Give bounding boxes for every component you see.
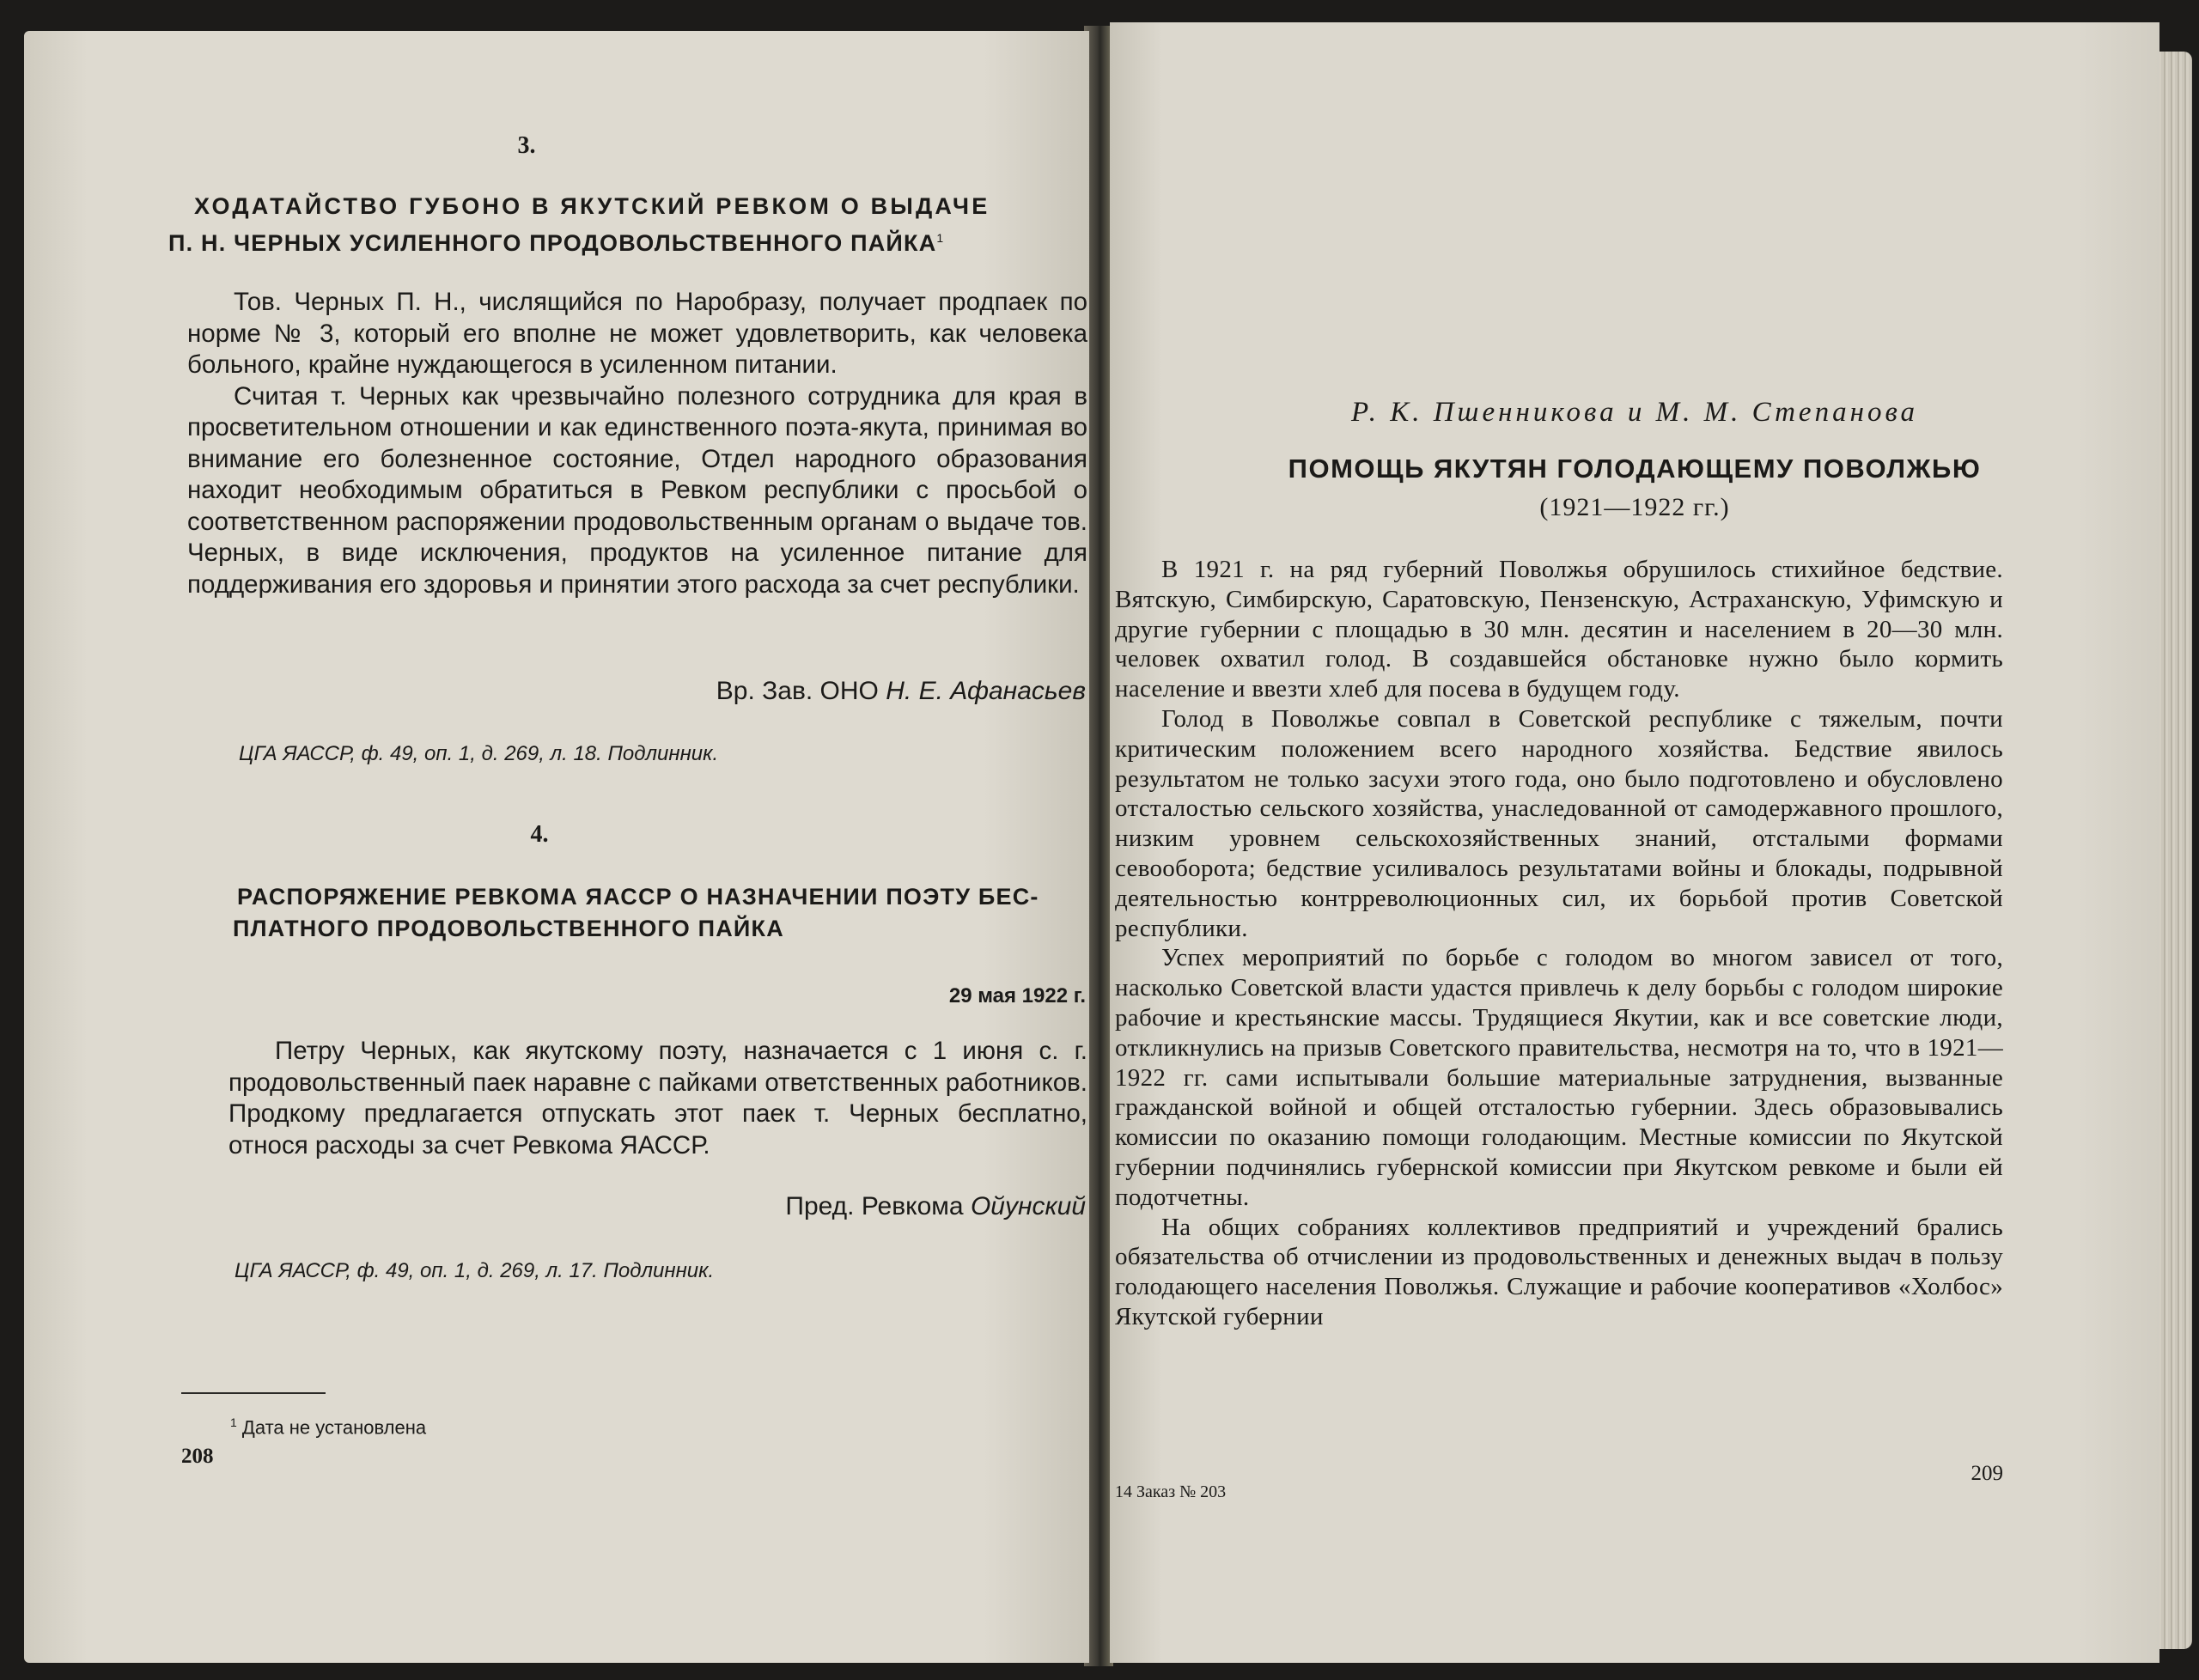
doc3-signature bbox=[24, 677, 1086, 706]
article-paragraph-1: В 1921 г. на ряд губерний Поволжья обрушилось стихийное бедствие. Вятскую, Симбирскую, Саратовскую, Пензенскую, Астраханскую, Уфимскую и другие губернии с площадью в 30 млн. десятин и населением в 20—30 млн. человек охватил голод. В создавшейся обстановке нужно было кормить население и ввезти хлеб для посева в будущем году. bbox=[1115, 556, 2003, 703]
right-page-number: 209 bbox=[1971, 1462, 2003, 1485]
doc3-title bbox=[168, 191, 1089, 259]
doc4-signature bbox=[24, 1192, 1086, 1221]
doc4-signature-name: Ойунский bbox=[970, 1192, 1086, 1220]
print-order-note: 14 Заказ № 203 bbox=[1115, 1482, 1227, 1501]
footnote-text: Дата не установлена bbox=[241, 1416, 427, 1439]
article-subtitle: (1921—1922 гг.) bbox=[1539, 493, 1730, 521]
article-paragraph-2: Голод в Поволжье совпал в Советской республике с тяжелым, почти критическим положением всего народного хозяйства. Бедствие явилось результатом не только засухи этого года, оно было подготовлено и обусловлено отсталостью сельского хозяйства, унаследованной от самодержавного прошлого, низким уровнем сельскохозяйственных знаний, отсталыми формами севооборота; бедствие усиливалось результатами войны и блокады, подрывной деятельностью контрреволюционных сил, их борьбой против Советской республики. bbox=[1115, 704, 2003, 942]
footnote-number: 1 bbox=[230, 1415, 237, 1429]
article-title: ПОМОЩЬ ЯКУТЯН ГОЛОДАЮЩЕМУ ПОВОЛЖЬЮ bbox=[1288, 453, 1982, 484]
doc4-signature-title: Пред. Ревкома bbox=[785, 1192, 964, 1220]
left-page-number: 208 bbox=[181, 1445, 214, 1468]
doc4-archive-ref: ЦГА ЯАССР, ф. 49, оп. 1, д. 269, л. 17. Подлинник. bbox=[235, 1259, 715, 1282]
doc3-paragraph-2: Считая т. Черных как чрезвычайно полезного сотрудника для края в просветительном отношении и как единственного поэта-якута, принимая во внимание его болезненное состояние, Отдел народного образования находит необходимым обратиться в Ревком республики с просьбой о соответственном распоряжении продовольственным органам о выдаче тов. Черных, в виде исключения, продуктов на усиленное питание для поддерживания его здоровья и принятии этого расхода за счет республики. bbox=[187, 381, 1087, 599]
doc3-title-line2-text: П. Н. ЧЕРНЫХ УСИЛЕННОГО ПРОДОВОЛЬСТВЕННОГО ПАЙКА bbox=[168, 230, 937, 256]
doc4-title bbox=[233, 881, 1089, 945]
article-body bbox=[1115, 555, 2003, 1332]
doc3-number: 3. bbox=[517, 132, 536, 159]
footnote bbox=[230, 1415, 746, 1439]
footnote-rule bbox=[181, 1392, 326, 1394]
doc4-body bbox=[228, 1036, 1087, 1161]
doc3-paragraph-1: Тов. Черных П. Н., числящийся по Наробразу, получает продпаек по норме № 3, который его вполне не может удовлетворить, как человека больного, крайне нуждающегося в усиленном питании. bbox=[187, 288, 1087, 379]
doc3-footnote-mark: 1 bbox=[936, 231, 945, 245]
doc3-archive-ref: ЦГА ЯАССР, ф. 49, оп. 1, д. 269, л. 18. Подлинник. bbox=[239, 742, 719, 765]
doc4-title-line1: РАСПОРЯЖЕНИЕ РЕВКОМА ЯАССР О НАЗНАЧЕНИИ ПОЭТУ БЕС- bbox=[237, 884, 1039, 910]
doc3-title-line1: ХОДАТАЙСТВО ГУБОНО В ЯКУТСКИЙ РЕВКОМ О ВЫДАЧЕ bbox=[194, 193, 990, 219]
doc3-signature-title: Вр. Зав. ОНО bbox=[716, 677, 879, 705]
left-page bbox=[24, 31, 1089, 1663]
doc4-title-line2: ПЛАТНОГО ПРОДОВОЛЬСТВЕННОГО ПАЙКА bbox=[233, 916, 784, 941]
doc3-signature-name: Н. Е. Афанасьев bbox=[886, 677, 1086, 705]
doc4-paragraph-1: Петру Черных, как якутскому поэту, назначается с 1 июня с. г. продовольственный паек наравне с пайками ответственных работников. Продкому предлагается отпускать этот паек т. Черных бесплатно, относя расходы за счет Ревкома ЯАССР. bbox=[228, 1037, 1087, 1160]
right-page bbox=[1110, 22, 2159, 1663]
article-paragraph-4: На общих собраниях коллективов предприятий и учреждений брались обязательства об отчислении из продовольственных и денежных выдач в пользу голодающего населения Поволжья. Служащие и рабочие кооперативов «Холбос» Якутской губернии bbox=[1115, 1213, 2003, 1330]
doc3-body bbox=[187, 287, 1087, 600]
article-paragraph-3: Успех мероприятий по борьбе с голодом во многом зависел от того, насколько Советской власти удастся привлечь к делу борьбы с голодом широкие рабочие и крестьянские массы. Трудящиеся Якутии, как и все советские люди, откликнулись на призыв Советского правительства, несмотря на то, что в 1921—1922 гг. сами испытывали большие материальные затруднения, вызванные гражданской войной и общей отсталостью губернии. Здесь образовывались комиссии по оказанию помощи голодающим. Местные комиссии по Якутской губернии подчинялись губернской комиссии при Якутском ревкоме и были ей подотчетны. bbox=[1115, 944, 2003, 1211]
doc3-title-line2 bbox=[168, 222, 1089, 259]
doc4-number: 4. bbox=[530, 821, 549, 848]
article-authors: Р. К. Пшенникова и М. М. Степанова bbox=[1350, 397, 1919, 428]
doc4-date: 29 мая 1922 г. bbox=[948, 984, 1086, 1007]
